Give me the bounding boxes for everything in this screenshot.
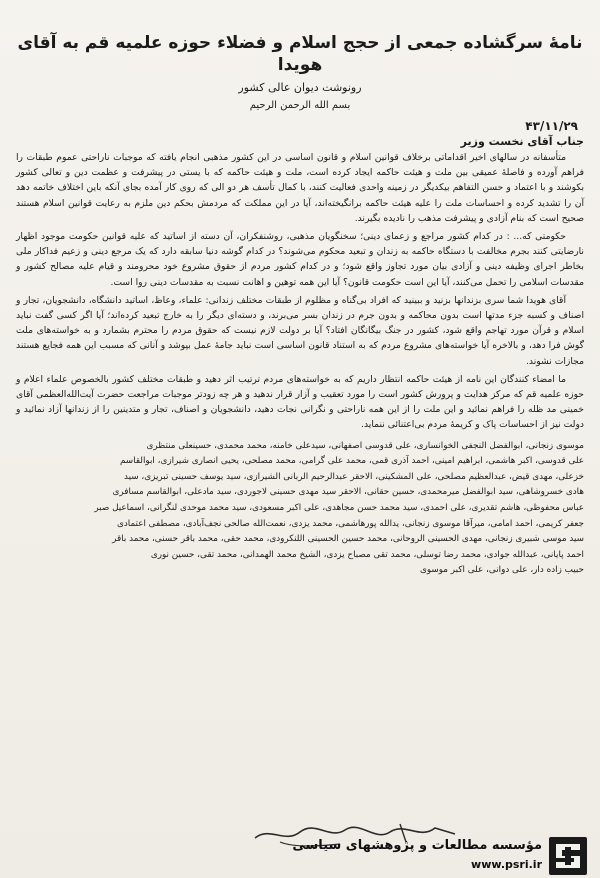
signer-line: احمد پایانی، عبدالله جوادی، محمد رضا توسلی، محمد تقی مصباح یزدی، الشیخ محمد الهمدانی، محمد تقی، حسین نوری xyxy=(150,549,584,560)
basmala: بسم الله الرحمن الرحیم xyxy=(249,100,351,111)
footer-branding xyxy=(0,834,600,878)
signer-line: هادی خسروشاهی، سید ابوالفضل میرمحمدی، حسین حقانی، الاحقر سید مهدی حسینی لاجوردی، سید مادعلی، ابوالقاسم مسافری xyxy=(112,487,584,498)
signers-list xyxy=(16,439,584,578)
signer-line: علی قدوسی، اکبر هاشمی، ابراهیم امینی، احمد آذری قمی، محمد علی گرامی، محمد مصلحی، یحیی انصاری شیرازی، ابوالقاسم xyxy=(119,456,584,467)
signer-line: جعفر کریمی، احمد امامی، میرآقا موسوی زنجانی، یدالله پورهاشمی، محمد یزدی، نعمت‌الله صالحی نجف‌آبادی، مصطفی اعتمادی xyxy=(116,518,584,529)
psri-logo-icon xyxy=(548,836,588,876)
paragraph-3: آقای هویدا شما سری بزندانها بزنید و ببینید که افراد بی‌گناه و مظلوم از طبقات مختلف زندانی: علماء، وعاظ، اساتید دانشگاه، دانشجویان، تجار و اصناف و کسبه جزء مدتها است بدون محاکمه و بدون جرم در زندان بسر می‌برند، و دسته‌ای دیگر را به خارج تبعید کرده‌اند؛ آیا اگر کسی گفت نباید اسلام و قرآن مورد تهاجم واقع شود، کشور در جنگ بیگانگان افتاد؟ آیا بر دولت لازم نیست که حقوق مردم را محترم بشمارد و به خواسته‌های ملت گوش فرا دهد، و بالاخره آیا خواسته‌های مشروع مردم که به استناد قانون اساسی است نباید جامهٔ عمل بپوشد و آنانی که مسبب این همه فجایع هستند مجازات نشوند. xyxy=(16,294,584,367)
document-subtitle: رونوشت دیوان عالی کشور xyxy=(238,81,362,94)
signer-line: خزعلی، مهدی قیض، عبدالعظیم مصلحی، علی المشکینی، الاحقر عبدالرحیم الربانی الشیرازی، سید یوسف حسینی تبریزی، سید xyxy=(123,471,584,482)
document-title: نامهٔ سرگشاده جمعی از حجج اسلام و فضلاء حوزه علمیه قم به آقای هویدا xyxy=(17,33,583,75)
paragraph-2: حکومتی که... : در کدام کشور مراجع و زعمای دینی؛ سخنگویان مذهبی، روشنفکران، آن دسته از اساتید که علیه قوانین حکومت موجود اظهار نارضایتی کنند بجرم مخالفت با دستگاه حاکمه به زندان و تبعید محکوم می‌شوند؟ در کدام گوشه دنیا سابقه دارد که یک مرجع دینی و زعیم فداکار ملی بخاطر اجرای وظیفه دینی و آزادی بیان مورد تجاوز واقع شود؛ و در کدام کشور مردم از حقوق مشروع خود محرومند و قیام علیه مصالح کشور و مقدسات اسلامی را تحمل می‌کنند، آیا این است حکومت قانون؟ آیا این همه توهین و اهانت نسبت به مقدسات دینی روا است. xyxy=(16,231,584,288)
paragraph-4: ما امضاء کنندگان این نامه از هیئت حاکمه انتظار داریم که به خواسته‌های مردم ترتیب اثر دهید و طبقات مختلف کشور بالخصوص علماء اعلام و حوزه علمیه قم که مرکز هدایت و پرورش کشور است را مورد تعقیب و آزار قرار ندهید و هر چه زودتر موجبات مراجعت حضرت آیت‌الله‌العظمی آقای خمینی مد ظله را فراهم نمائید و این ملت را از این همه ناراحتی و نگرانی نجات دهید، دانشجویان و اصناف، تجار و متدینین را از زندانها آزاد نمائید و دولت نیز از احساسات پاک و کریمهٔ مردم بی‌اعتنائی ننماید. xyxy=(16,373,584,431)
signer-line: موسوی زنجانی، ابوالفضل النجفی الخوانساری، علی قدوسی اصفهانی، سیدعلی خامنه، محمد محمدی، حسینعلی منتظری xyxy=(146,440,584,451)
signer-line: عباس محفوظی، هاشم تقدیری، علی احمدی، سید محمد حسن مجاهدی، علی اکبر مسعودی، سید محمد موحدی لنگرانی، اسماعیل صبر xyxy=(94,503,584,514)
signer-line: سید موسی شبیری زنجانی، مهدی الحسینی الروحانی، محمد حسین الحسینی اللنکرودی، محمد حقی، محمد باقر حسنی، محمد باقر xyxy=(112,534,584,545)
paragraph-1: متأسفانه در سالهای اخیر اقداماتی برخلاف قوانین اسلام و قانون اساسی در این کشور مذهبی انجام یافته که موجبات ناراحتی عموم طبقات را فراهم آورده و فاصلهٔ عمیقی بین ملت و هیئت حاکمه ایجاد کرده است، ملت و هیئت حاکمه که با یستی در پیشرفت و عظمت دین و تعالی کشور بکوشند و با اعتماد و حسن التفاهم بیکدیگر در زمینه واحدی فعالیت کنند، با کمال تأسف هر دو الی که روی کار آمده بجای آنکه باین اختلاف خاتمه دهد آن را تشدید کرده و احساسات ملت را علیه هیئت حاکمه برانگیخته‌اند، آیا در این مملکت که مردمش بحکم دین ملزم به رعایت قوانین اسلام هستند صحیح است که بنام آزادی و پیشرفت مذهب را نادیده بگیرند. xyxy=(16,152,584,224)
letter-body xyxy=(16,150,584,433)
document-date: ۴۳/۱۱/۲۹ xyxy=(525,119,578,133)
salutation: جناب آقای نخست وزیر xyxy=(460,135,584,148)
org-url: www.psri.ir xyxy=(471,858,542,871)
org-name: مؤسسه مطالعات و پژوهشهای سیاسی xyxy=(292,838,542,853)
signer-line: حبیب زاده دار، علی دوانی، علی اکبر موسوی xyxy=(419,565,584,576)
date-row xyxy=(16,119,578,133)
